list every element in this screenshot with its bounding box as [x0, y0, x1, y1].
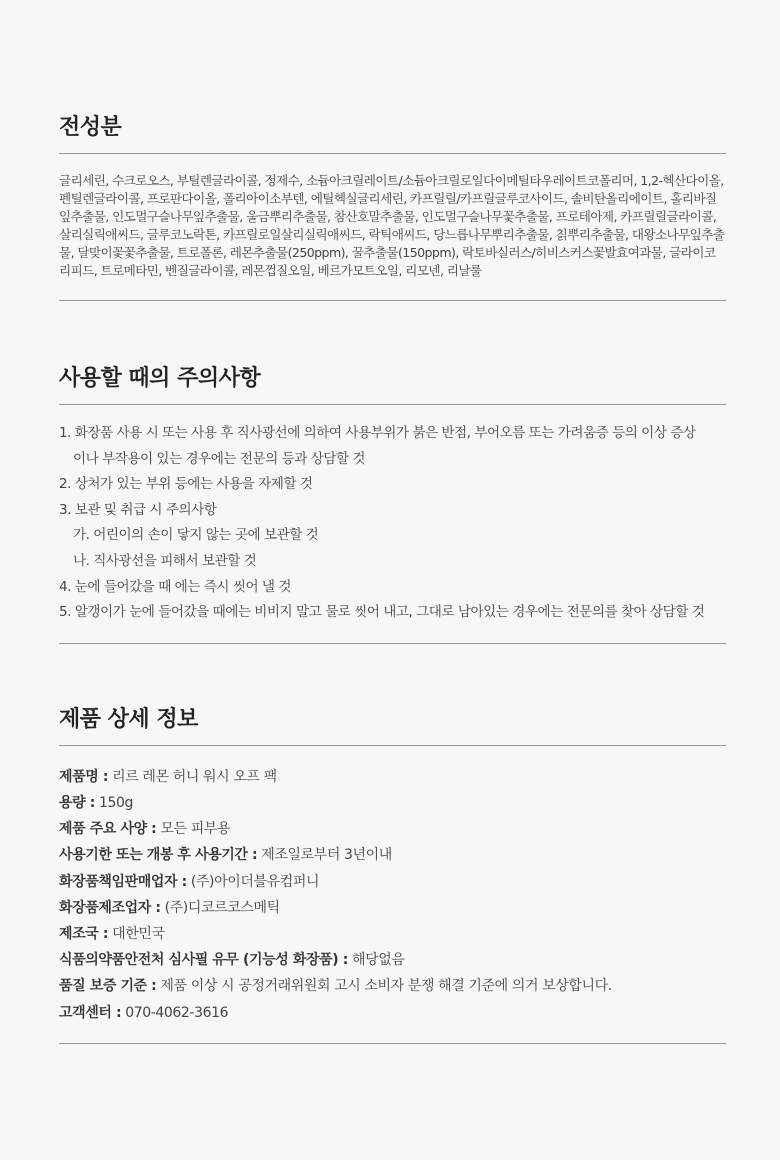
product-details-list — [59, 746, 726, 1044]
precautions-section — [59, 301, 726, 644]
precaution-item: 3. 보관 및 취급 시 주의사항 — [59, 501, 217, 518]
precautions-title: 사용할 때의 주의사항 — [59, 301, 726, 405]
detail-value: (주)디코르코스메틱 — [160, 899, 280, 916]
detail-value: 대한민국 — [108, 925, 165, 942]
detail-row-seller — [59, 869, 726, 895]
detail-value: 모든 피부용 — [156, 821, 231, 838]
detail-label: 품질 보증 기준 : — [59, 978, 157, 995]
detail-label: 고객센터 : — [59, 1004, 122, 1021]
detail-row-volume — [59, 790, 726, 816]
detail-row-spec — [59, 816, 726, 842]
detail-row-country — [59, 921, 726, 947]
detail-label: 사용기한 또는 개봉 후 사용기간 : — [59, 847, 258, 864]
product-details-section — [59, 644, 726, 1044]
detail-label: 제품명 : — [59, 768, 109, 785]
detail-value: 제조일로부터 3년이내 — [257, 847, 392, 864]
precaution-item: 1. 화장품 사용 시 또는 사용 후 직사광선에 의하여 사용부위가 붉은 반점, 부어오름 또는 가려움증 등의 이상 증상 — [59, 425, 696, 441]
precaution-subitem: 가. 어린이의 손이 닿지 않는 곳에 보관할 것 — [73, 527, 319, 544]
precautions-list — [59, 405, 726, 644]
detail-row-manufacturer — [59, 895, 726, 921]
precaution-item-continued: 이나 부작용이 있는 경우에는 전문의 등과 상담할 것 — [73, 450, 366, 467]
detail-label: 제조국 : — [59, 925, 109, 942]
detail-value: 해당없음 — [347, 952, 405, 969]
precaution-item: 4. 눈에 들어갔을 때 에는 즉시 씻어 낼 것 — [59, 578, 292, 595]
detail-value: (주)아이더블유컴퍼니 — [186, 873, 320, 890]
detail-row-product-name — [59, 764, 726, 790]
detail-value: 제품 이상 시 공정거래위원회 고시 소비자 분쟁 해결 기준에 의거 보상합니다. — [156, 978, 612, 995]
detail-row-mfds-review — [59, 947, 726, 973]
detail-label: 용량 : — [59, 794, 95, 811]
precaution-item: 2. 상처가 있는 부위 등에는 사용을 자제할 것 — [59, 476, 313, 493]
ingredients-title: 전성분 — [59, 0, 726, 154]
detail-value: 리르 레몬 허니 워시 오프 팩 — [108, 768, 277, 785]
detail-value: 070-4062-3616 — [121, 1004, 229, 1021]
detail-row-expiry — [59, 842, 726, 868]
detail-row-customer-center — [59, 1000, 726, 1026]
precaution-subitem: 나. 직사광선을 피해서 보관할 것 — [73, 552, 257, 569]
detail-label: 화장품제조업자 : — [59, 899, 161, 916]
detail-label: 제품 주요 사양 : — [59, 821, 157, 838]
detail-label: 화장품책임판매업자 : — [59, 873, 187, 890]
detail-row-quality-guarantee — [59, 973, 726, 999]
product-details-title: 제품 상세 정보 — [59, 644, 726, 746]
precaution-item: 5. 알갱이가 눈에 들어갔을 때에는 비비지 말고 물로 씻어 내고, 그대로 남아있는 경우에는 전문의를 찾아 상담할 것 — [59, 604, 705, 621]
detail-value: 150g — [94, 794, 133, 811]
detail-label: 식품의약품안전처 심사필 유무 (기능성 화장품) : — [59, 952, 348, 969]
ingredients-section — [59, 0, 726, 301]
ingredients-text: 글리세린, 수크로오스, 부틸렌글라이콜, 정제수, 소듐아크릴레이트/소듐아크릴로일다이메틸타우레이트코폴리머, 1,2-헥산다이올, 펜틸렌글라이콜, 프로판다이올, 폴리아이소부텐, 에틸헥실글리세린, 카프릴릴/카프릴글루코사이드, 솔비탄올리에이트, 홀리바질잎추출물, 인도멀구슬나무잎추출물, 울금뿌리추출물, 참산호말추출물, 인도멀구슬나무꽃추출물, 프로테아제, 카프릴릴글라이콜, 살리실릭애씨드, 글루코노락톤, 카프릴로일살리실릭애씨드, 락틱애씨드, 당느릅나무뿌리추출물, 칡뿌리추출물, 대왕소나무잎추출물, 달맞이꽃꽃추출물, 트로폴론, 레몬추출물(250ppm), 꿀추출물(150ppm), 락토바실러스/히비스커스꽃발효여과물, 글라이코리피드, 트로메타민, 벤질글라이콜, 레몬껍질오일, 베르가모트오일, 리모넨, 리날룰 — [59, 172, 726, 301]
